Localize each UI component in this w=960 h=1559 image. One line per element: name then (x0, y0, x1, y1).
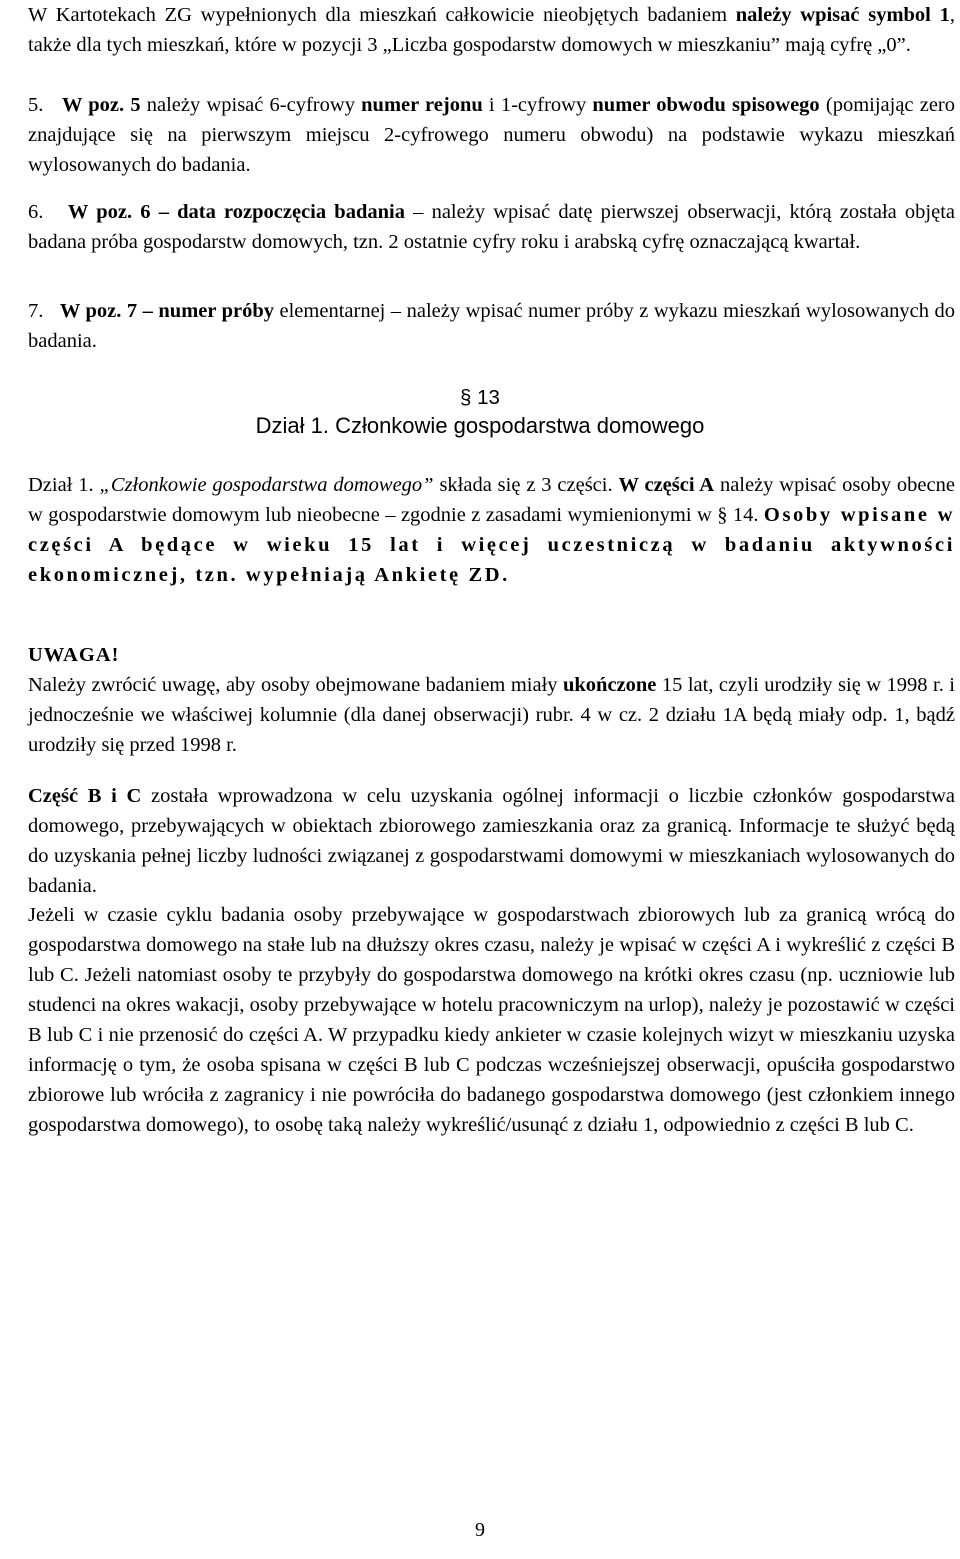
intro-paragraph (28, 0, 955, 60)
dzial-italic: „Członkowie gospodarstwa domowego” (99, 474, 434, 496)
item-5 (28, 90, 955, 180)
item-text: należy wpisać 6-cyfrowy (140, 94, 362, 116)
item-6 (28, 197, 955, 257)
section-paragraph-mark: § 13 (460, 386, 500, 409)
uwaga-paragraph (28, 640, 955, 760)
dzial-spaced-bold: Osoby wpisane w części A będące w wieku 15 lat i więcej uczestniczą w badaniu aktywności ekonomicznej, tzn. wypełniają Ankietę ZD. (28, 504, 955, 586)
item-lead: W poz. 5 (61, 94, 141, 116)
page-number: 9 (475, 1519, 485, 1541)
dzial-bold: W części A (618, 474, 715, 496)
dzial-paragraph (28, 470, 955, 590)
intro-bold: należy wpisać symbol 1 (735, 4, 950, 26)
item-number: 5. (28, 94, 44, 116)
parts-bc-text: została wprowadzona w celu uzyskania ogólnej informacji o liczbie członków gospodarstwa domowego, przebywających w obiektach zbiorowego zamieszkania oraz za granicą. Informacje te służyć będą do uzyskania pełnej liczby ludności związanej z gospodarstwami domowymi w mieszkaniach wylosowanych do badania. (28, 785, 955, 897)
item-bold: numer rejonu (361, 94, 483, 116)
parts-bc-bold: Część B i C (28, 785, 142, 807)
item-text: elementarnej – należy wpisać numer próby z wykazu mieszkań wylosowanych do badania. (28, 300, 955, 352)
item-lead: W poz. 7 – numer próby (59, 300, 275, 322)
section-title: Dział 1. Członkowie gospodarstwa domowego (255, 413, 705, 438)
dzial-text: składa się z 3 części. (433, 474, 619, 496)
uwaga-bold: ukończone (563, 674, 657, 696)
parts-bc-paragraph (28, 781, 955, 901)
uwaga-text: Należy zwrócić uwagę, aby osoby obejmowane badaniem miały (28, 674, 563, 696)
intro-text: W Kartotekach ZG wypełnionych dla mieszkań całkowicie nieobjętych badaniem (28, 4, 736, 26)
item-number: 6. (28, 201, 44, 223)
uwaga-label: UWAGA! (28, 644, 120, 666)
item-lead: W poz. 6 – data rozpoczęcia badania (67, 201, 405, 223)
item-bold: numer obwodu spisowego (592, 94, 820, 116)
intro-text-end: , także dla tych mieszkań, które w pozycji 3 „Liczba gospodarstw domowych w mieszkaniu” mają cyfrę „0”. (28, 4, 955, 56)
item-number: 7. (28, 300, 44, 322)
item-text: (pomijając zero znajdujące się na pierwszym miejscu 2-cyfrowego numeru obwodu) na podstawie wykazu mieszkań wylosowanych do badania. (28, 94, 955, 176)
dzial-text: Dział 1. (28, 474, 100, 496)
item-text: i 1-cyfrowy (482, 94, 593, 116)
jezeli-paragraph: Jeżeli w czasie cyklu badania osoby przebywające w gospodarstwach zbiorowych lub za granicą wrócą do gospodarstwa domowego na stałe lub na dłuższy okres czasu, należy je wpisać w części A i wykreślić z części B lub C. Jeżeli natomiast osoby te przybyły do gospodarstwa domowego na krótki okres czasu (np. uczniowie lub studenci na okres wakacji, osoby przebywające w hotelu pracowniczym na urlop), należy je pozostawić w części B lub C i nie przenosić do części A. W przypadku kiedy ankieter w czasie kolejnych wizyt w mieszkaniu uzyska informację o tym, że osoba spisana w części B lub C podczas wcześniejszej obserwacji, opuściła gospodarstwo zbiorowe lub wróciła z zagranicy i nie powróciła do badanego gospodarstwa domowego (jest członkiem innego gospodarstwa domowego), to osobę taką należy wykreślić/usunąć z działu 1, odpowiednio z części B lub C. (28, 904, 955, 1136)
dzial-text: należy wpisać osoby obecne w gospodarstwie domowym lub nieobecne – zgodnie z zasadami wymienionymi w § 14. (28, 474, 955, 526)
item-text: – należy wpisać datę pierwszej obserwacji, którą została objęta badana próba gospodarstw domowych, tzn. 2 ostatnie cyfry roku i arabską cyfrę oznaczającą kwartał. (28, 201, 956, 253)
uwaga-text: 15 lat, czyli urodziły się w 1998 r. i jednocześnie we właściwej kolumnie (dla danej obserwacji) rubr. 4 w cz. 2 działu 1A będą miały odp. 1, bądź urodziły się przed 1998 r. (28, 674, 955, 756)
item-7 (28, 296, 955, 356)
